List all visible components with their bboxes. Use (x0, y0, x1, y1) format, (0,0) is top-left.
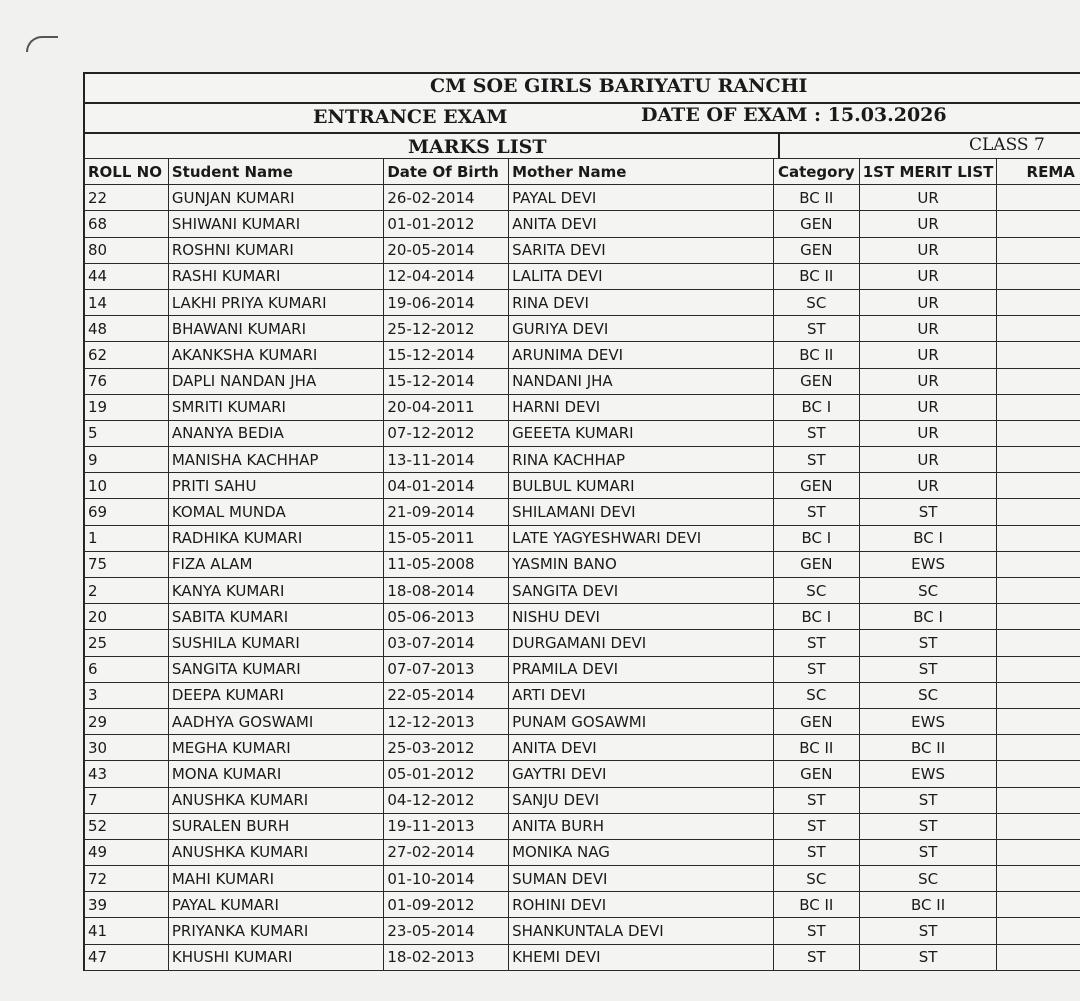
cell-remarks (997, 289, 1080, 315)
cell-merit-list: EWS (859, 551, 997, 577)
cell-mother-name: RINA KACHHAP (509, 447, 774, 473)
cell-student-name: SMRITI KUMARI (168, 394, 384, 420)
cell-date-of-birth: 27-02-2014 (384, 839, 509, 865)
cell-merit-list: UR (859, 263, 997, 289)
cell-roll-no: 80 (85, 237, 169, 263)
cell-roll-no: 9 (85, 447, 169, 473)
cell-roll-no: 25 (85, 630, 169, 656)
cell-date-of-birth: 23-05-2014 (384, 918, 509, 944)
col-student-name: Student Name (168, 159, 384, 185)
cell-student-name: SANGITA KUMARI (168, 656, 384, 682)
cell-date-of-birth: 11-05-2008 (384, 551, 509, 577)
table-row (85, 289, 1080, 315)
exam-header-row (85, 104, 1080, 134)
cell-remarks (997, 787, 1080, 813)
cell-category: BC II (773, 342, 859, 368)
cell-roll-no: 10 (85, 473, 169, 499)
cell-merit-list: SC (859, 682, 997, 708)
table-row (85, 211, 1080, 237)
cell-date-of-birth: 26-02-2014 (384, 185, 509, 211)
cell-mother-name: SANGITA DEVI (509, 578, 774, 604)
cell-roll-no: 49 (85, 839, 169, 865)
cell-student-name: PAYAL KUMARI (168, 892, 384, 918)
cell-mother-name: PRAMILA DEVI (509, 656, 774, 682)
table-row (85, 787, 1080, 813)
cell-roll-no: 76 (85, 368, 169, 394)
cell-roll-no: 19 (85, 394, 169, 420)
cell-remarks (997, 630, 1080, 656)
cell-category: GEN (773, 551, 859, 577)
col-mother-name: Mother Name (509, 159, 774, 185)
cell-merit-list: ST (859, 499, 997, 525)
class-label: CLASS 7 (969, 135, 1045, 155)
table-row (85, 316, 1080, 342)
cell-category: ST (773, 420, 859, 446)
table-row (85, 944, 1080, 970)
cell-category: SC (773, 682, 859, 708)
cell-remarks (997, 368, 1080, 394)
cell-date-of-birth: 15-12-2014 (384, 368, 509, 394)
cell-date-of-birth: 01-09-2012 (384, 892, 509, 918)
cell-date-of-birth: 19-06-2014 (384, 289, 509, 315)
cell-mother-name: RINA DEVI (509, 289, 774, 315)
cell-student-name: GUNJAN KUMARI (168, 185, 384, 211)
cell-date-of-birth: 18-02-2013 (384, 944, 509, 970)
cell-category: GEN (773, 211, 859, 237)
cell-remarks (997, 394, 1080, 420)
cell-merit-list: ST (859, 656, 997, 682)
cell-mother-name: ARUNIMA DEVI (509, 342, 774, 368)
cell-merit-list: UR (859, 420, 997, 446)
cell-merit-list: BC II (859, 735, 997, 761)
exam-date: DATE OF EXAM : 15.03.2026 (641, 104, 947, 126)
col-remarks: REMA (997, 159, 1080, 185)
cell-merit-list: UR (859, 473, 997, 499)
cell-date-of-birth: 21-09-2014 (384, 499, 509, 525)
cell-mother-name: SHANKUNTALA DEVI (509, 918, 774, 944)
cell-student-name: AKANKSHA KUMARI (168, 342, 384, 368)
cell-student-name: ANUSHKA KUMARI (168, 839, 384, 865)
cell-mother-name: NANDANI JHA (509, 368, 774, 394)
cell-merit-list: BC I (859, 525, 997, 551)
cell-mother-name: HARNI DEVI (509, 394, 774, 420)
cell-roll-no: 44 (85, 263, 169, 289)
col-date-of-birth: Date Of Birth (384, 159, 509, 185)
table-row (85, 551, 1080, 577)
cell-student-name: MONA KUMARI (168, 761, 384, 787)
cell-roll-no: 39 (85, 892, 169, 918)
table-row (85, 866, 1080, 892)
cell-merit-list: UR (859, 237, 997, 263)
cell-student-name: AADHYA GOSWAMI (168, 708, 384, 734)
cell-student-name: SUSHILA KUMARI (168, 630, 384, 656)
cell-merit-list: BC I (859, 604, 997, 630)
cell-student-name: PRIYANKA KUMARI (168, 918, 384, 944)
cell-date-of-birth: 05-01-2012 (384, 761, 509, 787)
cell-remarks (997, 316, 1080, 342)
table-row (85, 918, 1080, 944)
cell-roll-no: 29 (85, 708, 169, 734)
cell-remarks (997, 211, 1080, 237)
cell-student-name: PRITI SAHU (168, 473, 384, 499)
cell-remarks (997, 735, 1080, 761)
cell-remarks (997, 813, 1080, 839)
cell-remarks (997, 473, 1080, 499)
cell-category: BC I (773, 394, 859, 420)
cell-category: GEN (773, 761, 859, 787)
cell-remarks (997, 551, 1080, 577)
cell-mother-name: NISHU DEVI (509, 604, 774, 630)
cell-date-of-birth: 07-12-2012 (384, 420, 509, 446)
exam-title: ENTRANCE EXAM (313, 106, 508, 128)
cell-date-of-birth: 04-01-2014 (384, 473, 509, 499)
table-header-row (85, 159, 1080, 185)
cell-remarks (997, 237, 1080, 263)
table-row (85, 892, 1080, 918)
table-row (85, 578, 1080, 604)
cell-merit-list: ST (859, 839, 997, 865)
cell-mother-name: SHILAMANI DEVI (509, 499, 774, 525)
cell-merit-list: ST (859, 630, 997, 656)
cell-remarks (997, 447, 1080, 473)
cell-date-of-birth: 15-12-2014 (384, 342, 509, 368)
cell-mother-name: GAYTRI DEVI (509, 761, 774, 787)
cell-roll-no: 14 (85, 289, 169, 315)
table-row (85, 473, 1080, 499)
col-category: Category (773, 159, 859, 185)
cell-student-name: FIZA ALAM (168, 551, 384, 577)
cell-remarks (997, 892, 1080, 918)
cell-remarks (997, 682, 1080, 708)
school-title: CM SOE GIRLS BARIYATU RANCHI (430, 75, 808, 97)
cell-remarks (997, 656, 1080, 682)
cell-category: SC (773, 578, 859, 604)
cell-student-name: RADHIKA KUMARI (168, 525, 384, 551)
cell-student-name: SABITA KUMARI (168, 604, 384, 630)
cell-student-name: KOMAL MUNDA (168, 499, 384, 525)
cell-date-of-birth: 12-04-2014 (384, 263, 509, 289)
cell-remarks (997, 918, 1080, 944)
cell-merit-list: ST (859, 944, 997, 970)
cell-mother-name: GEEETA KUMARI (509, 420, 774, 446)
cell-merit-list: UR (859, 368, 997, 394)
cell-mother-name: ANITA DEVI (509, 211, 774, 237)
cell-category: ST (773, 656, 859, 682)
table-row (85, 656, 1080, 682)
cell-remarks (997, 342, 1080, 368)
cell-merit-list: EWS (859, 761, 997, 787)
cell-remarks (997, 839, 1080, 865)
col-roll-no: ROLL NO (85, 159, 169, 185)
cell-roll-no: 3 (85, 682, 169, 708)
cell-merit-list: ST (859, 787, 997, 813)
cell-date-of-birth: 20-05-2014 (384, 237, 509, 263)
list-title: MARKS LIST (408, 136, 547, 158)
cell-remarks (997, 604, 1080, 630)
cell-mother-name: GURIYA DEVI (509, 316, 774, 342)
cell-student-name: KANYA KUMARI (168, 578, 384, 604)
cell-category: ST (773, 918, 859, 944)
cell-mother-name: SARITA DEVI (509, 237, 774, 263)
cell-remarks (997, 185, 1080, 211)
cell-date-of-birth: 12-12-2013 (384, 708, 509, 734)
table-row (85, 735, 1080, 761)
cell-category: BC II (773, 185, 859, 211)
table-row (85, 604, 1080, 630)
cell-roll-no: 20 (85, 604, 169, 630)
cell-mother-name: YASMIN BANO (509, 551, 774, 577)
cell-remarks (997, 525, 1080, 551)
cell-roll-no: 2 (85, 578, 169, 604)
cell-merit-list: SC (859, 866, 997, 892)
cell-category: GEN (773, 708, 859, 734)
table-row (85, 708, 1080, 734)
cell-category: BC I (773, 604, 859, 630)
table-row (85, 342, 1080, 368)
cell-category: SC (773, 289, 859, 315)
cell-merit-list: UR (859, 342, 997, 368)
cell-date-of-birth: 25-03-2012 (384, 735, 509, 761)
cell-date-of-birth: 18-08-2014 (384, 578, 509, 604)
cell-mother-name: BULBUL KUMARI (509, 473, 774, 499)
table-row (85, 761, 1080, 787)
cell-category: ST (773, 499, 859, 525)
cell-student-name: BHAWANI KUMARI (168, 316, 384, 342)
cell-student-name: ANANYA BEDIA (168, 420, 384, 446)
cell-roll-no: 7 (85, 787, 169, 813)
cell-date-of-birth: 04-12-2012 (384, 787, 509, 813)
cell-mother-name: PUNAM GOSAWMI (509, 708, 774, 734)
table-row (85, 420, 1080, 446)
cell-date-of-birth: 05-06-2013 (384, 604, 509, 630)
cell-date-of-birth: 07-07-2013 (384, 656, 509, 682)
cell-category: ST (773, 316, 859, 342)
school-header-row (85, 74, 1080, 104)
table-row (85, 839, 1080, 865)
table-row (85, 237, 1080, 263)
cell-student-name: RASHI KUMARI (168, 263, 384, 289)
cell-remarks (997, 761, 1080, 787)
cell-remarks (997, 499, 1080, 525)
cell-student-name: SHIWANI KUMARI (168, 211, 384, 237)
cell-category: ST (773, 813, 859, 839)
table-row (85, 813, 1080, 839)
cell-student-name: MEGHA KUMARI (168, 735, 384, 761)
cell-date-of-birth: 13-11-2014 (384, 447, 509, 473)
cell-merit-list: UR (859, 185, 997, 211)
cell-mother-name: ARTI DEVI (509, 682, 774, 708)
cell-roll-no: 48 (85, 316, 169, 342)
cell-merit-list: ST (859, 918, 997, 944)
cell-merit-list: BC II (859, 892, 997, 918)
cell-student-name: SURALEN BURH (168, 813, 384, 839)
table-row (85, 185, 1080, 211)
cell-date-of-birth: 03-07-2014 (384, 630, 509, 656)
cell-category: GEN (773, 368, 859, 394)
cell-category: ST (773, 447, 859, 473)
cell-date-of-birth: 19-11-2013 (384, 813, 509, 839)
cell-mother-name: ROHINI DEVI (509, 892, 774, 918)
cell-merit-list: UR (859, 289, 997, 315)
cell-merit-list: UR (859, 447, 997, 473)
header-divider (778, 134, 780, 158)
cell-roll-no: 69 (85, 499, 169, 525)
cell-merit-list: EWS (859, 708, 997, 734)
cell-merit-list: UR (859, 211, 997, 237)
cell-mother-name: SANJU DEVI (509, 787, 774, 813)
cell-student-name: MANISHA KACHHAP (168, 447, 384, 473)
cell-mother-name: ANITA BURH (509, 813, 774, 839)
cell-mother-name: PAYAL DEVI (509, 185, 774, 211)
cell-mother-name: ANITA DEVI (509, 735, 774, 761)
cell-category: BC I (773, 525, 859, 551)
cell-remarks (997, 866, 1080, 892)
cell-date-of-birth: 01-01-2012 (384, 211, 509, 237)
cell-mother-name: LALITA DEVI (509, 263, 774, 289)
cell-mother-name: DURGAMANI DEVI (509, 630, 774, 656)
cell-mother-name: KHEMI DEVI (509, 944, 774, 970)
cell-category: GEN (773, 473, 859, 499)
table-row (85, 525, 1080, 551)
cell-mother-name: SUMAN DEVI (509, 866, 774, 892)
cell-date-of-birth: 20-04-2011 (384, 394, 509, 420)
cell-roll-no: 68 (85, 211, 169, 237)
table-row (85, 394, 1080, 420)
table-row (85, 630, 1080, 656)
cell-merit-list: UR (859, 316, 997, 342)
cell-roll-no: 62 (85, 342, 169, 368)
marks-table (84, 158, 1080, 971)
corner-scribble (26, 36, 58, 52)
table-row (85, 263, 1080, 289)
cell-student-name: DEEPA KUMARI (168, 682, 384, 708)
cell-merit-list: SC (859, 578, 997, 604)
cell-student-name: KHUSHI KUMARI (168, 944, 384, 970)
col-merit-list: 1ST MERIT LIST (859, 159, 997, 185)
table-row (85, 499, 1080, 525)
cell-remarks (997, 578, 1080, 604)
cell-date-of-birth: 01-10-2014 (384, 866, 509, 892)
marks-sheet (83, 72, 1080, 971)
cell-date-of-birth: 15-05-2011 (384, 525, 509, 551)
cell-category: GEN (773, 237, 859, 263)
cell-student-name: MAHI KUMARI (168, 866, 384, 892)
table-row (85, 682, 1080, 708)
cell-roll-no: 30 (85, 735, 169, 761)
cell-category: ST (773, 787, 859, 813)
cell-student-name: LAKHI PRIYA KUMARI (168, 289, 384, 315)
cell-roll-no: 47 (85, 944, 169, 970)
cell-date-of-birth: 25-12-2012 (384, 316, 509, 342)
cell-mother-name: MONIKA NAG (509, 839, 774, 865)
cell-roll-no: 5 (85, 420, 169, 446)
cell-remarks (997, 263, 1080, 289)
cell-merit-list: UR (859, 394, 997, 420)
cell-roll-no: 1 (85, 525, 169, 551)
cell-roll-no: 75 (85, 551, 169, 577)
cell-student-name: DAPLI NANDAN JHA (168, 368, 384, 394)
list-header-row (85, 134, 1080, 158)
cell-mother-name: LATE YAGYESHWARI DEVI (509, 525, 774, 551)
cell-student-name: ROSHNI KUMARI (168, 237, 384, 263)
cell-remarks (997, 708, 1080, 734)
table-body (85, 185, 1080, 971)
cell-roll-no: 43 (85, 761, 169, 787)
cell-roll-no: 52 (85, 813, 169, 839)
cell-roll-no: 41 (85, 918, 169, 944)
cell-remarks (997, 420, 1080, 446)
cell-category: BC II (773, 735, 859, 761)
cell-category: BC II (773, 892, 859, 918)
cell-roll-no: 72 (85, 866, 169, 892)
cell-category: ST (773, 630, 859, 656)
cell-remarks (997, 944, 1080, 970)
table-row (85, 447, 1080, 473)
cell-student-name: ANUSHKA KUMARI (168, 787, 384, 813)
cell-category: BC II (773, 263, 859, 289)
cell-roll-no: 22 (85, 185, 169, 211)
cell-category: ST (773, 839, 859, 865)
cell-category: ST (773, 944, 859, 970)
table-row (85, 368, 1080, 394)
cell-roll-no: 6 (85, 656, 169, 682)
cell-date-of-birth: 22-05-2014 (384, 682, 509, 708)
cell-merit-list: ST (859, 813, 997, 839)
cell-category: SC (773, 866, 859, 892)
